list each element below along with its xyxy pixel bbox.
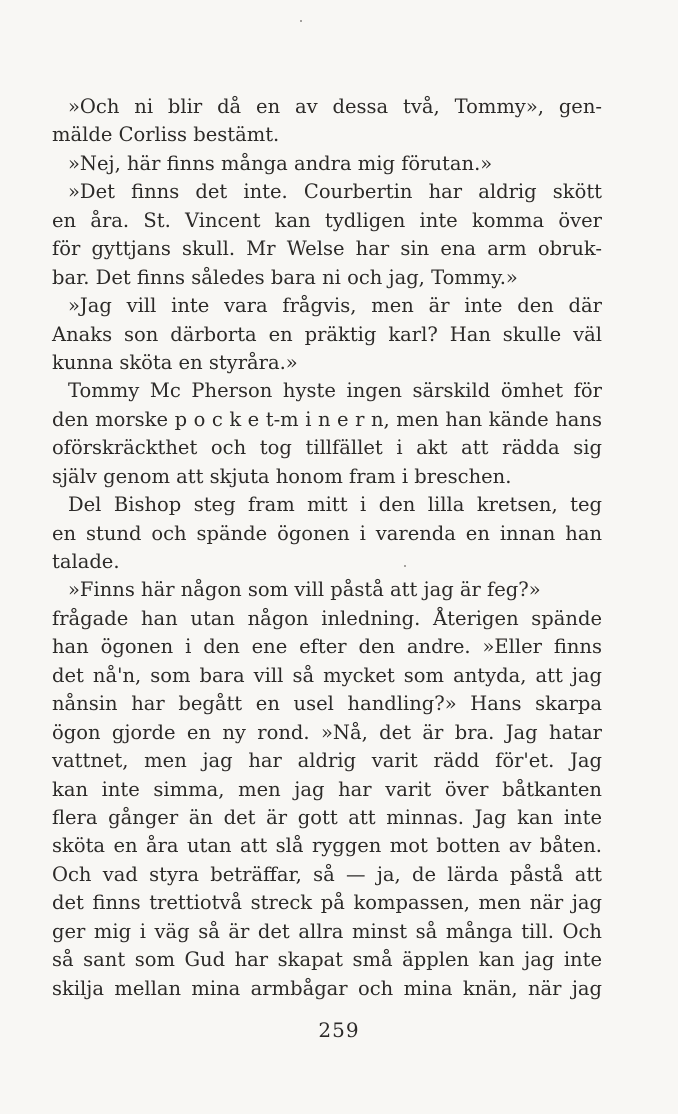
paper-speck bbox=[404, 565, 406, 567]
text-line: »Finns här någon som vill påstå att jag är feg?» bbox=[68, 578, 541, 602]
text-line: en stund och spände ögonen i varenda en innan han bbox=[52, 521, 602, 545]
text-line: vattnet, men jag har aldrig varit rädd för'et. Jag bbox=[52, 749, 602, 773]
text-line: en åra. St. Vincent kan tydligen inte komma över bbox=[52, 208, 602, 232]
text-line: flera gånger än det är gott att minnas. Jag kan inte bbox=[52, 805, 602, 829]
text-line: kunna sköta en styråra.» bbox=[52, 350, 298, 374]
text-line: oförskräckthet och tog tillfället i akt att rädda sig bbox=[52, 436, 602, 460]
paper-speck bbox=[300, 20, 302, 22]
text-line: sköta en åra utan att slå ryggen mot botten av båten. bbox=[52, 834, 602, 858]
text-line: själv genom att skjuta honom fram i breschen. bbox=[52, 464, 512, 488]
text-line: det nå'n, som bara vill så mycket som antyda, att jag bbox=[52, 663, 602, 687]
page-number: 259 bbox=[318, 1018, 360, 1042]
body-text bbox=[52, 93, 602, 1003]
text-line: frågade han utan någon inledning. Återigen spände bbox=[52, 606, 602, 630]
text-line: Anaks son därborta en präktig karl? Han skulle väl bbox=[52, 322, 602, 346]
text-line: Del Bishop steg fram mitt i den lilla kretsen, teg bbox=[68, 493, 602, 517]
text-line: den morske p o c k e t-m i n e r n, men han kände hans bbox=[52, 407, 602, 431]
text-line: kan inte simma, men jag har varit över båtkanten bbox=[52, 777, 602, 801]
text-line: ögon gjorde en ny rond. »Nå, det är bra. Jag hatar bbox=[52, 720, 602, 744]
text-line: »Och ni blir då en av dessa två, Tommy», gen- bbox=[68, 95, 602, 118]
text-line: »Det finns det inte. Courbertin har aldrig skött bbox=[68, 180, 602, 204]
text-line: bar. Det finns således bara ni och jag, Tommy.» bbox=[52, 265, 518, 289]
text-line: han ögonen i den ene efter den andre. »Eller finns bbox=[52, 635, 602, 659]
text-line: talade. bbox=[52, 550, 120, 573]
text-line: ger mig i väg så är det allra minst så många till. Och bbox=[52, 919, 602, 943]
text-line: för gyttjans skull. Mr Welse har sin ena arm obruk- bbox=[52, 237, 602, 261]
text-line: Och vad styra beträffar, så — ja, de lärda påstå att bbox=[52, 862, 602, 886]
text-line: »Jag vill inte vara frågvis, men är inte den där bbox=[68, 294, 602, 318]
text-line: nånsin har begått en usel handling?» Hans skarpa bbox=[52, 692, 602, 716]
text-line: skilja mellan mina armbågar och mina knän, när jag bbox=[52, 976, 602, 1000]
text-line: mälde Corliss bestämt. bbox=[52, 123, 280, 147]
text-line: det finns trettiotvå streck på kompassen, men när jag bbox=[52, 891, 602, 915]
text-line: så sant som Gud har skapat små äpplen kan jag inte bbox=[52, 948, 602, 972]
text-line: Tommy Mc Pherson hyste ingen särskild ömhet för bbox=[68, 379, 602, 403]
text-line: »Nej, här finns många andra mig förutan.» bbox=[68, 151, 493, 175]
